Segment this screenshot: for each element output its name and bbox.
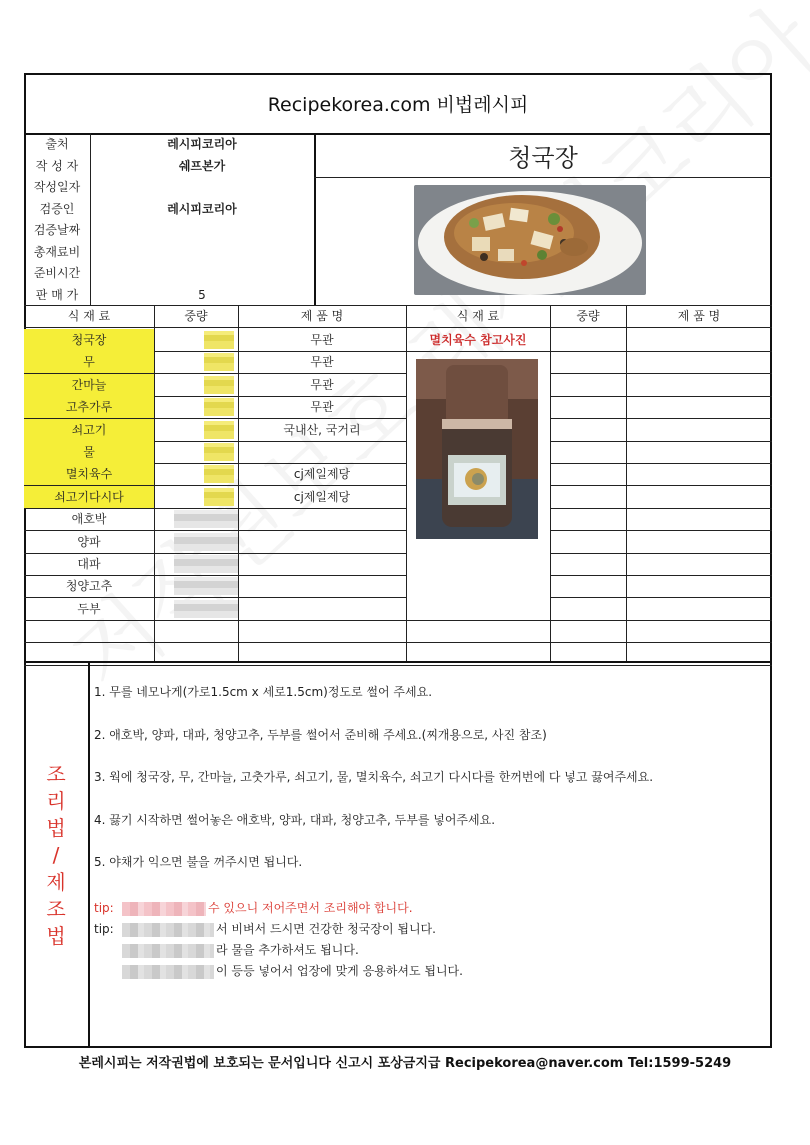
redaction-block xyxy=(174,577,238,595)
divider xyxy=(550,553,772,554)
meta-value xyxy=(90,219,314,241)
meta-label: 출처 xyxy=(45,137,69,151)
divider xyxy=(550,597,772,598)
method-label-char: / xyxy=(52,843,60,867)
redaction-block xyxy=(174,600,238,618)
meta-value xyxy=(90,262,314,284)
meta-value: 레시피코리아 xyxy=(167,137,237,151)
ingredient-weight-redacted xyxy=(154,531,238,553)
ingredient-product xyxy=(238,598,406,620)
method-step: 4. 끓기 시작하면 썰어놓은 애호박, 양파, 대파, 청양고추, 두부를 넣어주세요. xyxy=(94,812,496,827)
divider xyxy=(88,661,90,1048)
stew-dish-photo-icon xyxy=(414,185,646,295)
method-step: 3. 웍에 청국장, 무, 간마늘, 고춧가루, 쇠고기, 물, 멸치육수, 쇠고기 다시다를 한꺼번에 다 넣고 끓여주세요. xyxy=(94,770,654,784)
ingredient-weight-redacted xyxy=(154,374,238,396)
ingredient-weight-redacted xyxy=(154,553,238,575)
ingredient-name: 애호박 xyxy=(71,512,107,527)
method-label-char: 법 xyxy=(46,924,66,948)
redaction-block xyxy=(204,465,234,483)
meta-label: 작 성 자 xyxy=(35,158,79,173)
meta-label: 준비시간 xyxy=(33,266,81,280)
header-product-right: 제 품 명 xyxy=(677,309,721,323)
ingredient-weight-redacted xyxy=(154,575,238,597)
divider xyxy=(550,351,772,352)
divider xyxy=(550,305,551,661)
ingredient-product xyxy=(238,508,406,530)
ingredient-name: 쇠고기 xyxy=(24,419,154,441)
method-tip xyxy=(94,899,413,916)
ingredient-product: cj제일제당 xyxy=(293,489,351,504)
ingredient-product xyxy=(238,441,406,463)
divider xyxy=(550,530,772,531)
ingredient-weight-redacted xyxy=(154,441,238,463)
tip-prefix: tip: xyxy=(94,922,114,936)
divider xyxy=(90,133,91,305)
redaction-block xyxy=(174,555,238,573)
ingredient-product xyxy=(238,620,406,642)
redaction-block xyxy=(204,376,234,394)
divider xyxy=(626,305,627,661)
method-step: 5. 야채가 익으면 불을 꺼주시면 됩니다. xyxy=(94,855,303,869)
method-tip xyxy=(94,941,359,958)
tip-prefix: tip: xyxy=(94,901,114,915)
divider xyxy=(406,642,772,643)
meta-value xyxy=(90,241,314,263)
method-step: 2. 애호박, 양파, 대파, 청양고추, 두부를 썰어서 준비해 주세요.(찌개용으로, 사진 참조) xyxy=(94,727,547,742)
ingredient-product xyxy=(238,575,406,597)
redaction-block xyxy=(204,443,234,461)
meta-value: 5 xyxy=(198,287,206,302)
ingredient-product xyxy=(238,553,406,575)
ingredient-weight-redacted xyxy=(154,620,238,642)
divider xyxy=(406,305,407,661)
redaction-block xyxy=(204,353,234,371)
meta-value xyxy=(90,176,314,198)
stock-photo-label: 멸치육수 참고사진 xyxy=(429,333,527,347)
stock-photo xyxy=(416,359,538,539)
ingredient-product: 무관 xyxy=(310,355,334,370)
divider xyxy=(154,305,155,661)
method-label-char: 리 xyxy=(46,789,66,813)
ingredient-product xyxy=(238,531,406,553)
divider xyxy=(550,441,772,442)
method-label-char: 조 xyxy=(46,762,66,786)
dish-name: 청국장 xyxy=(508,143,578,172)
meta-label: 작성일자 xyxy=(33,180,81,194)
redaction-block xyxy=(204,331,234,349)
divider xyxy=(550,485,772,486)
ingredient-name: 청국장 xyxy=(24,329,154,351)
method-label-char: 법 xyxy=(46,816,66,840)
header-ingredient: 식 재 료 xyxy=(67,309,111,323)
method-label-char: 제 xyxy=(46,870,66,894)
ingredient-weight-redacted xyxy=(154,329,238,351)
redaction-block xyxy=(122,944,214,958)
ingredient-weight-redacted xyxy=(154,463,238,485)
meta-label: 총재료비 xyxy=(33,244,81,259)
header-product: 제 품 명 xyxy=(300,309,344,323)
ingredient-name: 멸치육수 xyxy=(24,463,154,485)
divider xyxy=(550,373,772,374)
ingredient-name: 물 xyxy=(24,441,154,463)
ingredient-name: 두부 xyxy=(77,601,101,616)
tip-text: 라 물을 추가하셔도 됩니다. xyxy=(216,943,359,957)
redaction-block xyxy=(122,902,206,916)
ingredient-product: 무관 xyxy=(310,333,334,347)
ingredient-name: 청양고추 xyxy=(65,579,113,594)
divider xyxy=(238,305,239,661)
ingredient-weight-redacted xyxy=(154,598,238,620)
redaction-block xyxy=(204,398,234,416)
ingredient-name: 쇠고기다시다 xyxy=(24,486,154,508)
tip-text: 수 있으니 저어주면서 조리해야 합니다. xyxy=(208,901,413,915)
recipe-sheet xyxy=(24,73,772,1048)
anchovy-stock-bottle-photo-icon xyxy=(416,359,538,539)
divider xyxy=(24,327,772,328)
meta-label: 판 매 가 xyxy=(35,287,79,302)
header-weight-right: 중량 xyxy=(576,309,600,323)
tip-text: 이 등등 넣어서 업장에 맞게 응용하셔도 됩니다. xyxy=(216,964,463,978)
ingredient-weight-redacted xyxy=(154,396,238,418)
redaction-block xyxy=(204,421,234,439)
ingredient-name: 무 xyxy=(24,351,154,373)
divider xyxy=(406,351,550,352)
method-tip xyxy=(94,920,436,937)
meta-value: 쉐프본가 xyxy=(178,158,226,173)
ingredient-weight-redacted xyxy=(154,508,238,530)
redaction-block xyxy=(122,965,214,979)
divider xyxy=(550,396,772,397)
ingredient-weight-redacted xyxy=(154,419,238,441)
page-title: Recipekorea.com 비법레시피 xyxy=(267,93,529,116)
ingredient-name xyxy=(24,620,154,642)
divider xyxy=(550,463,772,464)
method-label-char: 조 xyxy=(46,897,66,921)
ingredient-name: 대파 xyxy=(77,557,101,571)
divider xyxy=(550,575,772,576)
divider xyxy=(550,620,772,621)
divider xyxy=(406,665,772,666)
divider xyxy=(550,508,772,509)
ingredient-name: 양파 xyxy=(77,534,101,549)
method-step: 1. 무를 네모나게(가로1.5cm x 세로1.5cm)정도로 썰어 주세요. xyxy=(94,685,433,699)
ingredient-product: 무관 xyxy=(310,400,334,415)
header-ingredient-right: 식 재 료 xyxy=(456,309,500,323)
method-label xyxy=(24,663,88,1048)
meta-label: 검증인 xyxy=(39,201,75,216)
ingredient-product: cj제일제당 xyxy=(293,467,351,482)
ingredient-weight-redacted xyxy=(154,351,238,373)
footer-notice: 본레시피는 저작권법에 보호되는 문서입니다 신고시 포상금지급 Recipekorea@naver.com Tel:1599-5249 xyxy=(78,1056,732,1071)
ingredient-name: 간마늘 xyxy=(24,374,154,396)
ingredient-product: 국내산, 국거리 xyxy=(283,422,361,437)
ingredient-product: 무관 xyxy=(310,377,334,392)
redaction-block xyxy=(174,533,238,551)
header-weight: 중량 xyxy=(184,309,208,323)
redaction-block xyxy=(204,488,234,506)
meta-value: 레시피코리아 xyxy=(167,201,237,216)
divider xyxy=(550,418,772,419)
meta-label: 검증날짜 xyxy=(33,223,81,237)
ingredient-weight-redacted xyxy=(154,486,238,508)
dish-photo xyxy=(414,185,646,295)
redaction-block xyxy=(122,923,214,937)
tip-text: 서 비벼서 드시면 건강한 청국장이 됩니다. xyxy=(216,922,436,936)
redaction-block xyxy=(174,510,238,528)
divider xyxy=(314,177,772,178)
ingredient-name: 고추가루 xyxy=(24,396,154,418)
divider xyxy=(24,661,772,663)
method-tip xyxy=(94,962,463,979)
